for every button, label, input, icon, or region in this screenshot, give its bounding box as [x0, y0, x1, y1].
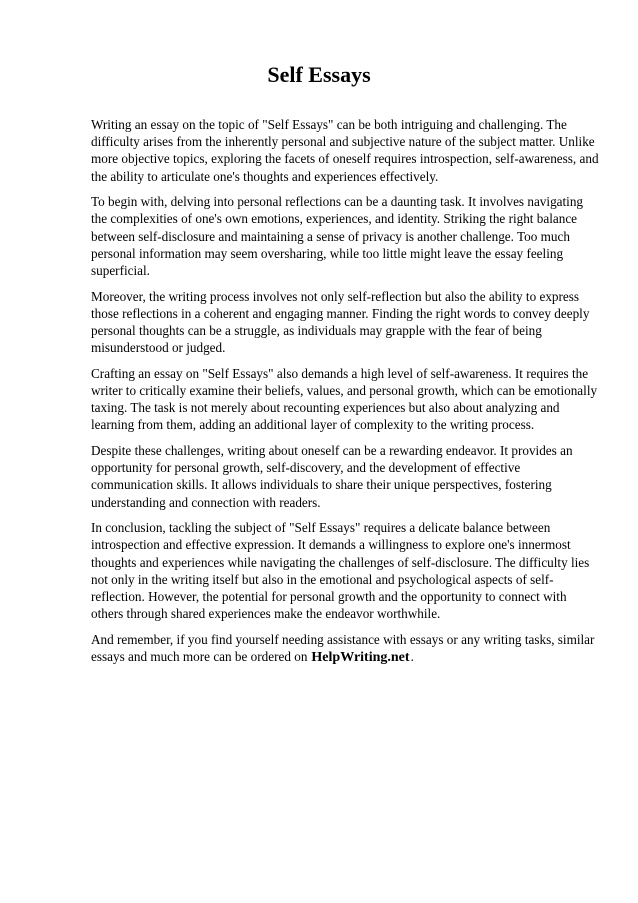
paragraph-3: Moreover, the writing process involves not only self-reflection but also the ability to express those reflections in a coherent and engaging manner. Finding the right words to convey deeply personal thoughts can be a struggle, as individuals may grapple with the fear of being misunderstood or judged.: [91, 288, 590, 356]
paragraph-6: In conclusion, tackling the subject of "Self Essays" requires a delicate balance between introspection and effective expression. It demands a willingness to explore one's innermost thoughts and experiences while navigating the challenges of self-disclosure. The difficulty lies not only in the writing itself but also in the emotional and psychological aspects of self-reflection. However, the potential for personal growth and the opportunity to connect with others through shared experiences make the endeavor worthwhile.: [91, 520, 590, 622]
page-title: Self Essays: [267, 62, 371, 87]
paragraph-4: Crafting an essay on "Self Essays" also demands a high level of self-awareness. It requires the writer to critically examine their beliefs, values, and personal growth, which can be emotionally taxing. The task is not merely about recounting experiences but also about analyzing and learning from them, adding an additional layer of complexity to the writing process.: [91, 365, 598, 433]
closing-paragraph: [91, 631, 601, 666]
paragraph-2: To begin with, delving into personal reflections can be a daunting task. It involves navigating the complexities of one's own emotions, experiences, and identity. Striking the right balance between self-disclosure and maintaining a sense of privacy is another challenge. Too much personal information may seem oversharing, while too little might leave the essay feeling superficial.: [91, 194, 584, 279]
paragraph-5: Despite these challenges, writing about oneself can be a rewarding endeavor. It provides an opportunity for personal growth, self-discovery, and the development of effective communication skills. It allows individuals to share their unique perspectives, fostering understanding and connection with readers.: [91, 443, 573, 510]
paragraph-1: Writing an essay on the topic of "Self Essays" can be both intriguing and challenging. The difficulty arises from the inherently personal and subjective nature of the subject matter. Unlike more objective topics, exploring the facets of oneself requires introspection, self-awareness, and the ability to articulate one's thoughts and experiences effectively.: [91, 117, 599, 184]
closing-text: And remember, if you find yourself needing assistance with essays or any writing tasks, similar essays and much more can be ordered on: [91, 631, 595, 665]
essay-body: [91, 116, 601, 675]
closing-period: .: [410, 649, 414, 665]
helpwriting-link[interactable]: HelpWriting.net: [311, 650, 410, 666]
